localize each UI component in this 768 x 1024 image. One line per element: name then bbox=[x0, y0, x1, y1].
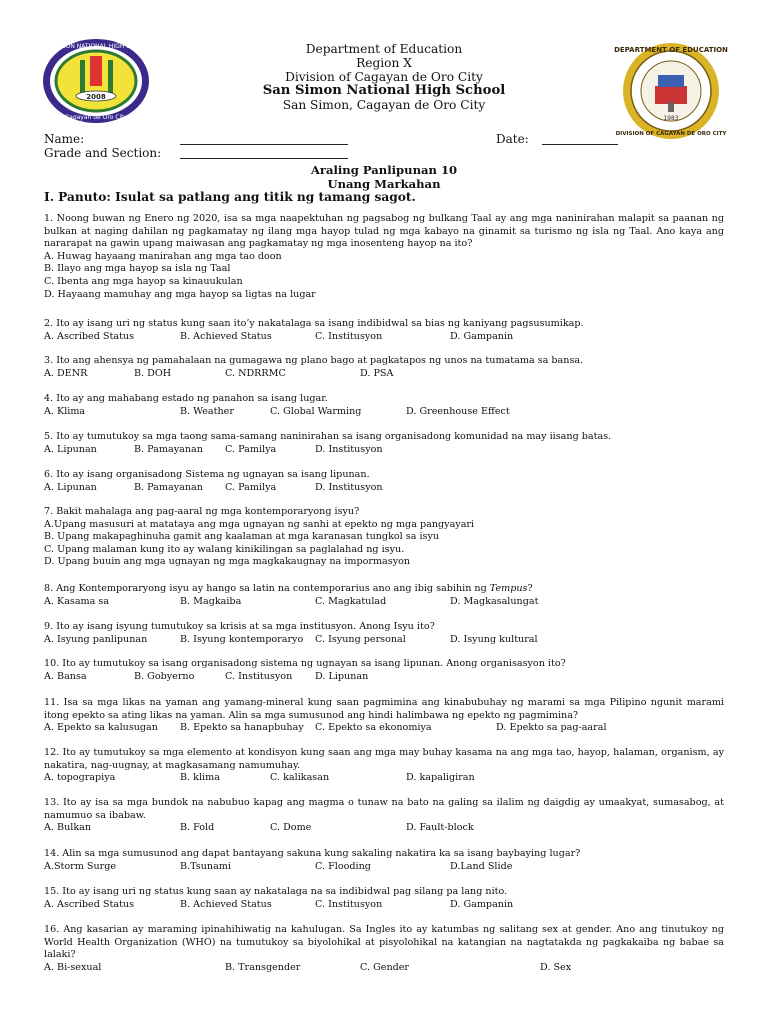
option-a[interactable]: A. Lipunan bbox=[44, 481, 97, 493]
question-2 bbox=[44, 318, 724, 343]
option-b[interactable]: B. Transgender bbox=[225, 961, 301, 973]
option-b[interactable]: B. Gobyerno bbox=[134, 670, 195, 682]
option-row bbox=[44, 368, 724, 381]
option-a[interactable]: A. Ascribed Status bbox=[44, 330, 135, 342]
option-row bbox=[44, 722, 724, 735]
date-row bbox=[496, 132, 529, 146]
option-b[interactable]: B. DOH bbox=[134, 367, 172, 379]
question-3 bbox=[44, 355, 724, 380]
option-a[interactable]: A. Bansa bbox=[44, 670, 87, 682]
option-a[interactable]: A. Bi-sexual bbox=[44, 961, 102, 973]
quarter-title: Unang Markahan bbox=[327, 177, 441, 191]
option-row bbox=[44, 671, 724, 684]
name-label: Name: bbox=[44, 132, 85, 146]
question-stem: 5. Ito ay tumutukoy sa mga taong sama-samang naninirahan sa isang organisadong komunidad na may iisang batas. bbox=[44, 431, 612, 442]
option-b[interactable]: B. Weather bbox=[180, 405, 234, 417]
option-list bbox=[44, 519, 724, 569]
question-stem: 14. Alin sa mga sumusunod ang dapat bantayang sakuna kung sakaling nakatira ka sa isang baybaying lugar? bbox=[44, 848, 581, 859]
option-c[interactable]: C. Institusyon bbox=[315, 898, 383, 910]
option-row bbox=[44, 482, 724, 495]
option-row bbox=[44, 444, 724, 457]
option-c[interactable]: C. Global Warming bbox=[270, 405, 362, 417]
question-14 bbox=[44, 848, 724, 873]
option-a[interactable]: A.Storm Surge bbox=[44, 860, 117, 872]
option-d[interactable]: D. PSA bbox=[360, 367, 394, 379]
option-c[interactable]: C. Ibenta ang mga hayop sa kinauukulan bbox=[44, 275, 243, 287]
question-stem: 12. Ito ay tumutukoy sa mga elemento at kondisyon kung saan ang mga may buhay kasama na ang mga tao, hayop, halaman, organism, ay nakatira, nag-uugnay, at magkasamang namumuhay. bbox=[44, 747, 724, 771]
option-d[interactable]: D. Lipunan bbox=[315, 670, 369, 682]
subject-title: Araling Panlipunan 10 bbox=[310, 163, 458, 177]
option-a[interactable]: A.Upang masusuri at matataya ang mga ugnayan ng sanhi at epekto ng mga pangyayari bbox=[44, 518, 475, 530]
question-stem: 6. Ito ay isang organisadong Sistema ng ugnayan sa isang lipunan. bbox=[44, 469, 370, 480]
option-a[interactable]: A. Isyung panlipunan bbox=[44, 633, 148, 645]
question-11 bbox=[44, 697, 724, 735]
letterhead bbox=[200, 42, 568, 112]
svg-text:DEPARTMENT OF EDUCATION: DEPARTMENT OF EDUCATION bbox=[614, 46, 728, 54]
option-a[interactable]: A. Lipunan bbox=[44, 443, 97, 455]
question-6 bbox=[44, 469, 724, 494]
option-b[interactable]: B. Achieved Status bbox=[180, 898, 272, 910]
option-b[interactable]: B. Magkaiba bbox=[180, 595, 242, 607]
grade-section-label: Grade and Section: bbox=[44, 146, 162, 160]
option-b[interactable]: B. klima bbox=[180, 772, 220, 784]
grade-section-field[interactable] bbox=[180, 148, 348, 159]
option-c[interactable]: C. Magkatulad bbox=[315, 595, 387, 607]
department-line: Department of Education bbox=[305, 42, 463, 56]
option-a[interactable]: A. Klima bbox=[44, 405, 86, 417]
option-b[interactable]: B. Pamayanan bbox=[134, 443, 203, 455]
question-stem: 13. Ito ay isa sa mga bundok na nabubuo kapag ang magma o tunaw na bato na galing sa ilalim ng daigdig ay umaakyat, sumasabog, at namumuo sa ibabaw. bbox=[44, 797, 724, 821]
option-c[interactable]: C. Flooding bbox=[315, 860, 371, 872]
option-d[interactable]: D. Greenhouse Effect bbox=[406, 405, 510, 417]
option-row bbox=[44, 822, 724, 835]
option-a[interactable]: A. Kasama sa bbox=[44, 595, 110, 607]
option-c[interactable]: C. Isyung personal bbox=[315, 633, 406, 645]
option-c[interactable]: C. Pamilya bbox=[225, 443, 277, 455]
question-10 bbox=[44, 658, 724, 683]
option-d[interactable]: D. kapaligiran bbox=[406, 772, 475, 784]
question-stem bbox=[44, 583, 724, 596]
date-field[interactable] bbox=[542, 134, 618, 145]
option-d[interactable]: D. Upang buuin ang mga ugnayan ng mga magkakaugnay na impormasyon bbox=[44, 556, 411, 568]
option-c[interactable]: C. Gender bbox=[360, 961, 410, 973]
option-row bbox=[44, 634, 724, 647]
option-row bbox=[44, 331, 724, 344]
option-c[interactable]: C. NDRRMC bbox=[225, 367, 286, 379]
svg-text:DIVISION OF CAGAYAN DE ORO CIT: DIVISION OF CAGAYAN DE ORO CITY bbox=[615, 131, 727, 137]
school-address: San Simon, Cagayan de Oro City bbox=[282, 98, 486, 112]
question-1 bbox=[44, 213, 724, 301]
option-c[interactable]: C. Pamilya bbox=[225, 481, 277, 493]
question-12 bbox=[44, 747, 724, 785]
option-d[interactable]: D.Land Slide bbox=[450, 860, 513, 872]
date-label: Date: bbox=[496, 132, 529, 146]
option-d[interactable]: D. Isyung kultural bbox=[450, 633, 538, 645]
deped-seal bbox=[614, 42, 728, 140]
question-9 bbox=[44, 621, 724, 646]
option-d[interactable]: D. Institusyon bbox=[315, 443, 383, 455]
option-b[interactable]: B. Ilayo ang mga hayop sa isla ng Taal bbox=[44, 263, 231, 275]
svg-text:1983: 1983 bbox=[663, 115, 679, 122]
stem-text: 8. Ang Kontemporaryong isyu ay hango sa latin na contemporarius ano ang ibig sabihin ng bbox=[44, 583, 490, 594]
svg-text:SAN SIMON NATIONAL HIGH SCHOOL: SAN SIMON NATIONAL HIGH SCHOOL bbox=[40, 43, 152, 50]
option-b[interactable]: B. Upang makapaghinuha gamit ang kaalaman at mga karanasan tungkol sa isyu bbox=[44, 531, 440, 543]
grade-row bbox=[44, 146, 161, 160]
question-stem: 16. Ang kasarian ay maraming ipinahihiwatig na kahulugan. Sa Ingles ito ay katumbas ng salitang sex at gender. Ano ang tinutukoy ng World Health Organization (WHO) na tumutukoy sa biyolohikal at pisyolohikal na katangian na nagtatakda ng pagkakaiba ng babae sa lalaki? bbox=[44, 924, 724, 961]
option-d[interactable]: D. Sex bbox=[540, 961, 572, 973]
option-d[interactable]: D. Magkasalungat bbox=[450, 595, 539, 607]
stem-end: ? bbox=[527, 583, 533, 594]
option-a[interactable]: A. Epekto sa kalusugan bbox=[44, 722, 158, 734]
question-15 bbox=[44, 886, 724, 911]
option-a[interactable]: A. Bulkan bbox=[44, 822, 92, 834]
option-c[interactable]: C. Institusyon bbox=[315, 330, 383, 342]
question-stem: 10. Ito ay tumutukoy sa isang organisadong sistema ng ugnayan sa isang lipunan. Anong organisasyon ito? bbox=[44, 658, 566, 669]
svg-text:Cagayan de Oro City: Cagayan de Oro City bbox=[64, 114, 128, 121]
option-row bbox=[44, 899, 724, 912]
option-c[interactable]: C. kalikasan bbox=[270, 772, 330, 784]
option-d[interactable]: D. Fault-block bbox=[406, 822, 474, 834]
instruction: I. Panuto: Isulat sa patlang ang titik ng tamang sagot. bbox=[44, 190, 416, 204]
option-c[interactable]: C. Epekto sa ekonomiya bbox=[315, 722, 432, 734]
option-b[interactable]: B.Tsunami bbox=[180, 860, 231, 872]
question-stem: 4. Ito ay ang mahabang estado ng panahon sa isang lugar. bbox=[44, 393, 328, 404]
name-row bbox=[44, 132, 84, 146]
option-row bbox=[44, 406, 724, 419]
name-field[interactable] bbox=[180, 134, 348, 145]
option-d[interactable]: D. Hayaang mamuhay ang mga hayop sa ligtas na lugar bbox=[44, 288, 316, 300]
option-row bbox=[44, 772, 724, 785]
option-b[interactable]: B. Pamayanan bbox=[134, 481, 203, 493]
option-c[interactable]: C. Upang malaman kung ito ay walang kinikilingan sa paglalahad ng isyu. bbox=[44, 543, 405, 555]
option-row bbox=[44, 861, 724, 874]
svg-text:2008: 2008 bbox=[86, 93, 106, 101]
question-4 bbox=[44, 393, 724, 418]
option-d[interactable]: D. Epekto sa pag-aaral bbox=[496, 722, 607, 734]
option-d[interactable]: D. Gampanin bbox=[450, 330, 514, 342]
option-b[interactable]: B. Isyung kontemporaryo bbox=[180, 633, 304, 645]
question-5 bbox=[44, 431, 724, 456]
option-b[interactable]: B. Achieved Status bbox=[180, 330, 272, 342]
question-stem: 15. Ito ay isang uri ng status kung saan ay nakatalaga na sa indibidwal pag silang pa lang nito. bbox=[44, 886, 508, 897]
question-stem: 9. Ito ay isang isyung tumutukoy sa krisis at sa mga institusyon. Anong Isyu ito? bbox=[44, 621, 435, 632]
option-d[interactable]: D. Gampanin bbox=[450, 898, 514, 910]
division-line: Division of Cagayan de Oro City bbox=[285, 70, 483, 84]
question-stem: 1. Noong buwan ng Enero ng 2020, isa sa mga naapektuhan ng pagsabog ng bulkang Taal ay ang mga naninirahan malapit sa paanan ng bulkan at naging dahilan ng pagkamatay ng ilang mga hayop tulad ng mga kabayo na ginamit sa turismo ng isla ng Taal. Ano kaya ang nararapat na gawin upang maiwasan ang pagkamatay ng mga inosenteng hayop na ito? bbox=[44, 213, 724, 250]
option-a[interactable]: A. Huwag hayaang manirahan ang mga tao doon bbox=[44, 250, 282, 262]
question-stem: 3. Ito ang ahensya ng pamahalaan na gumagawa ng plano bago at pagkatapos ng unos na tumatama sa bansa. bbox=[44, 355, 584, 366]
question-stem: 7. Bakit mahalaga ang pag-aaral ng mga kontemporaryong isyu? bbox=[44, 506, 360, 517]
option-a[interactable]: A. DENR bbox=[44, 367, 88, 379]
option-c[interactable]: C. Dome bbox=[270, 822, 312, 834]
option-b[interactable]: B. Fold bbox=[180, 822, 215, 834]
option-a[interactable]: A. topograpiya bbox=[44, 772, 116, 784]
option-d[interactable]: D. Institusyon bbox=[315, 481, 383, 493]
option-list bbox=[44, 251, 724, 301]
stem-italic-term: Tempus bbox=[489, 583, 528, 594]
option-a[interactable]: A. Ascribed Status bbox=[44, 898, 135, 910]
question-8 bbox=[44, 583, 724, 608]
option-row bbox=[44, 596, 724, 609]
question-stem: 11. Isa sa mga likas na yaman ang yamang-mineral kung saan pagmimina ang kinabubuhay ng marami sa mga Pilipino ngunit marami itong epekto sa ating likas na yaman. Alin sa mga sumusunod ang hindi halimbawa ng epekto ng pagmimina? bbox=[44, 697, 724, 721]
question-16 bbox=[44, 924, 724, 974]
option-c[interactable]: C. Institusyon bbox=[225, 670, 293, 682]
school-logo bbox=[42, 38, 150, 124]
question-7 bbox=[44, 506, 724, 569]
option-b[interactable]: B. Epekto sa hanapbuhay bbox=[180, 722, 304, 734]
school-name: San Simon National High School bbox=[262, 83, 506, 98]
question-stem: 2. Ito ay isang uri ng status kung saan ito’y nakatalaga sa isang indibidwal sa bias ng kaniyang pagsusumikap. bbox=[44, 318, 584, 329]
option-row bbox=[44, 962, 724, 975]
question-13 bbox=[44, 797, 724, 835]
region-line: Region X bbox=[356, 56, 412, 70]
